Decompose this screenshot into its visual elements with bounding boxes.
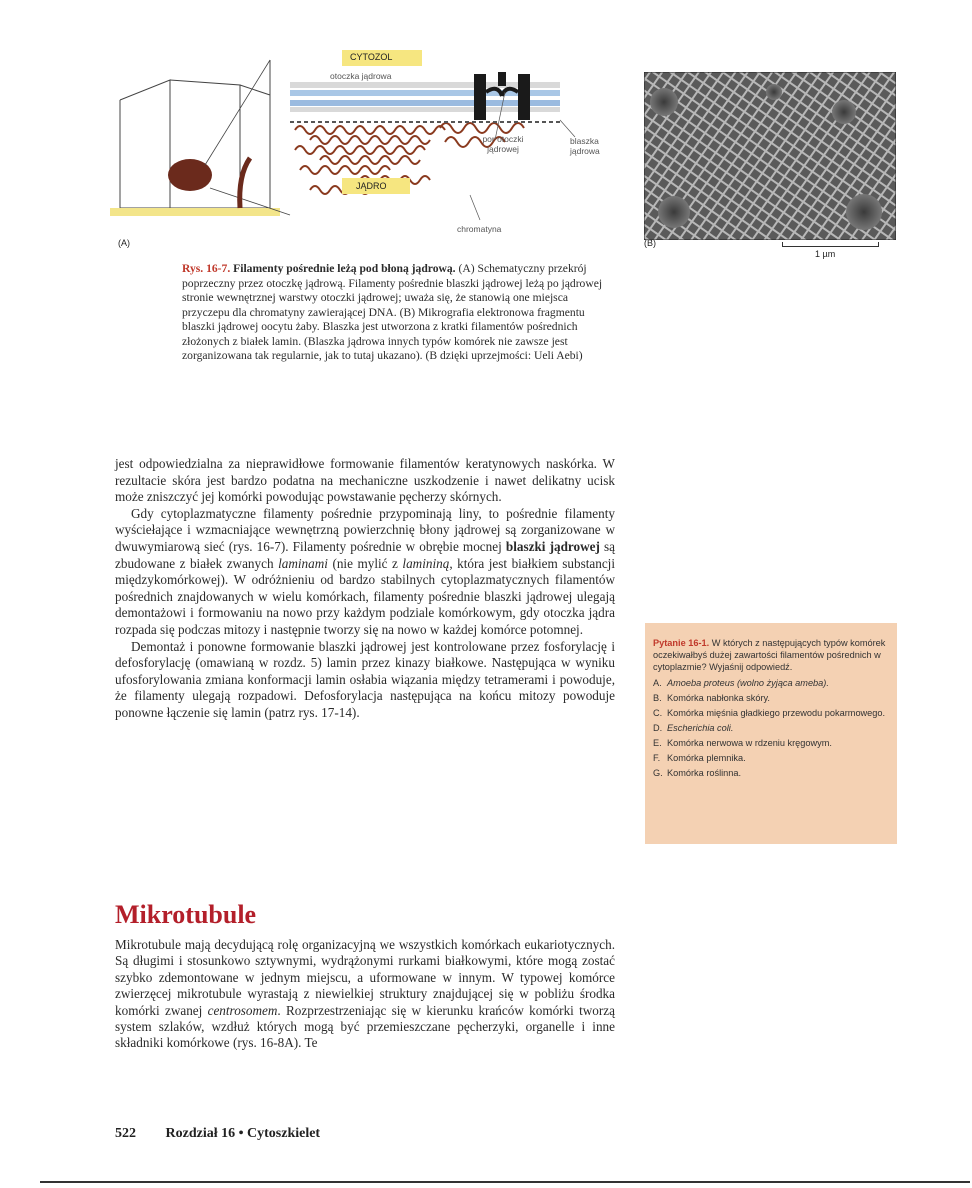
option-g: G. Komórka roślinna. (653, 768, 742, 778)
figure-caption (182, 262, 616, 364)
blaszka-label: blaszka jądrowa (570, 136, 600, 156)
option-b: B. Komórka nabłonka skóry. (653, 693, 770, 703)
question-box (645, 623, 897, 844)
micrograph-image (644, 72, 896, 240)
panel-a-label: (A) (118, 238, 130, 248)
chromatyna-label: chromatyna (457, 224, 502, 234)
panel-b-label: (B) (644, 238, 656, 248)
basal-lamina (110, 208, 280, 216)
bottom-rule (40, 1181, 970, 1183)
nucleus-edge (240, 158, 250, 208)
caption-body: (A) Schematyczny przekrój poprzeczny przez otoczkę jądrową. Filamenty pośrednie blaszki jądrowej leżą po jądrowej stronie wewnętrznej warstwy otoczki jądrowej; uważa się, że stanowią one miejsca przyczepu dla chromatyny zawierającej DNA. (B) Mikrografia elektronowa fragmentu blaszki jądrowej oocytu żaby. Blaszka jest utworzona z kratki filamentów pośrednich złożonych z białek lamin. (Blaszka jądrowa innych typów komórek nie zawsze jest zorganizowana tak regularnie, jak to tutaj ukazano). (B dzięki uprzejmości: Ueli Aebi) (182, 262, 603, 362)
otoczka-label: otoczka jądrowa (330, 71, 392, 81)
body-text (115, 456, 615, 722)
chapter-title: Rozdział 16 • Cytoszkielet (165, 1126, 321, 1141)
body-paragraph-1: jest odpowiedzialna za nieprawidłowe formowanie filamentów keratynowych naskórka. W rezultacie skóra jest bardzo podatna na mechaniczne uszkodzenie i nawet delikatny ucisk może zniszczyć jej komórki powodując powstawanie pęcherzy skórnych. (115, 456, 615, 505)
question-head: Pytanie 16-1. (653, 638, 710, 648)
option-c: C. Komórka mięśnia gładkiego przewodu pokarmowego. (653, 708, 886, 718)
page-footer (115, 1126, 320, 1142)
option-d: D. Escherichia coli. (653, 723, 734, 733)
question-options (653, 677, 889, 779)
scale-bar-label: 1 µm (815, 249, 836, 259)
nuclear-pore-complex (474, 72, 530, 120)
section-paragraph-1: Mikrotubule mają decydującą rolę organizacyjną we wszystkich komórkach eukariotycznych. Są długimi i stosunkowo sztywnymi, wydrążonymi rurkami białkowymi, które mogą zostać szybko zdemontowane w jednym miejscu, a uformowane w innym. W typowej komórce zwierzęcej mikrotubule wyrastają z niewielkiej struktury znajdującej się w pobliżu środka komórki zwanej centrosomem. Rozprzestrzeniając się w kierunku krańców komórki tworzą system szlaków, wzdłuż których mogą być przemieszczane pęcherzyki, organelle i inne składniki komórkowe (rys. 16-8A). Te (115, 937, 615, 1051)
page-number: 522 (115, 1126, 136, 1141)
caption-title: Filamenty pośrednie leżą pod błoną jądrową. (233, 262, 456, 275)
caption-number: Rys. 16-7. (182, 262, 231, 275)
section-heading: Mikrotubule (115, 900, 257, 929)
body-paragraph-3: Demontaż i ponowne formowanie blaszki jądrowej jest kontrolowane przez fosforylację i defosforylację (omawianą w rozdz. 5) lamin przez kinazy białkowe. Następująca w wyniku ufosforylowania zmiana konformacji lamin osłabia wiązania między tetramerami i powoduje, że filamenty ulegają rozpadowi. Defosforylacja następująca na końcu mitozy powoduje ponowne łączenie się lamin (patrz rys. 17-14). (115, 638, 615, 720)
scale-bar (782, 242, 879, 247)
option-f: F. Komórka plemnika. (653, 753, 746, 763)
por-label: por otoczki jądrowej (482, 134, 524, 154)
question-text: Pytanie 16-1. W których z następujących typów komórek oczekiwałbyś dużej zawartości filamentów pośrednich w cytoplazmie? Wyjaśnij odpowiedź. (653, 638, 886, 672)
body-paragraph-2: Gdy cytoplazmatyczne filamenty pośrednie przypominają liny, to pośrednie filamenty wyściełające i wzmacniające wewnętrzną powierzchnię błony jądrowej są zorganizowane w dwuwymiarową sieć (rys. 16-7). Filamenty pośrednie w obrębie mocnej blaszki jądrowej są zbudowane z białek zwanych laminami (nie mylić z lamininą, która jest białkiem substancji międzykomórkowej). W odróżnieniu od bardzo stabilnych cytoplazmatycznych filamentów pośrednich znajdowanych w wielu komórkach, filamenty pośrednie blaszki jądrowej ulegają demontażowi i formowaniu na nowo przy każdym podziale komórkowym, gdy otoczka jądra rozpada się podczas mitozy i następnie tworzy się na nowo w każdej komórce potomnej. (115, 505, 616, 637)
section-text (115, 937, 615, 1052)
cytozol-label: CYTOZOL (350, 52, 393, 62)
option-a: A. Amoeba proteus (wolno żyjąca ameba). (653, 678, 829, 688)
option-e: E. Komórka nerwowa w rdzeniu kręgowym. (653, 738, 832, 748)
jadro-label: JĄDRO (356, 181, 387, 191)
